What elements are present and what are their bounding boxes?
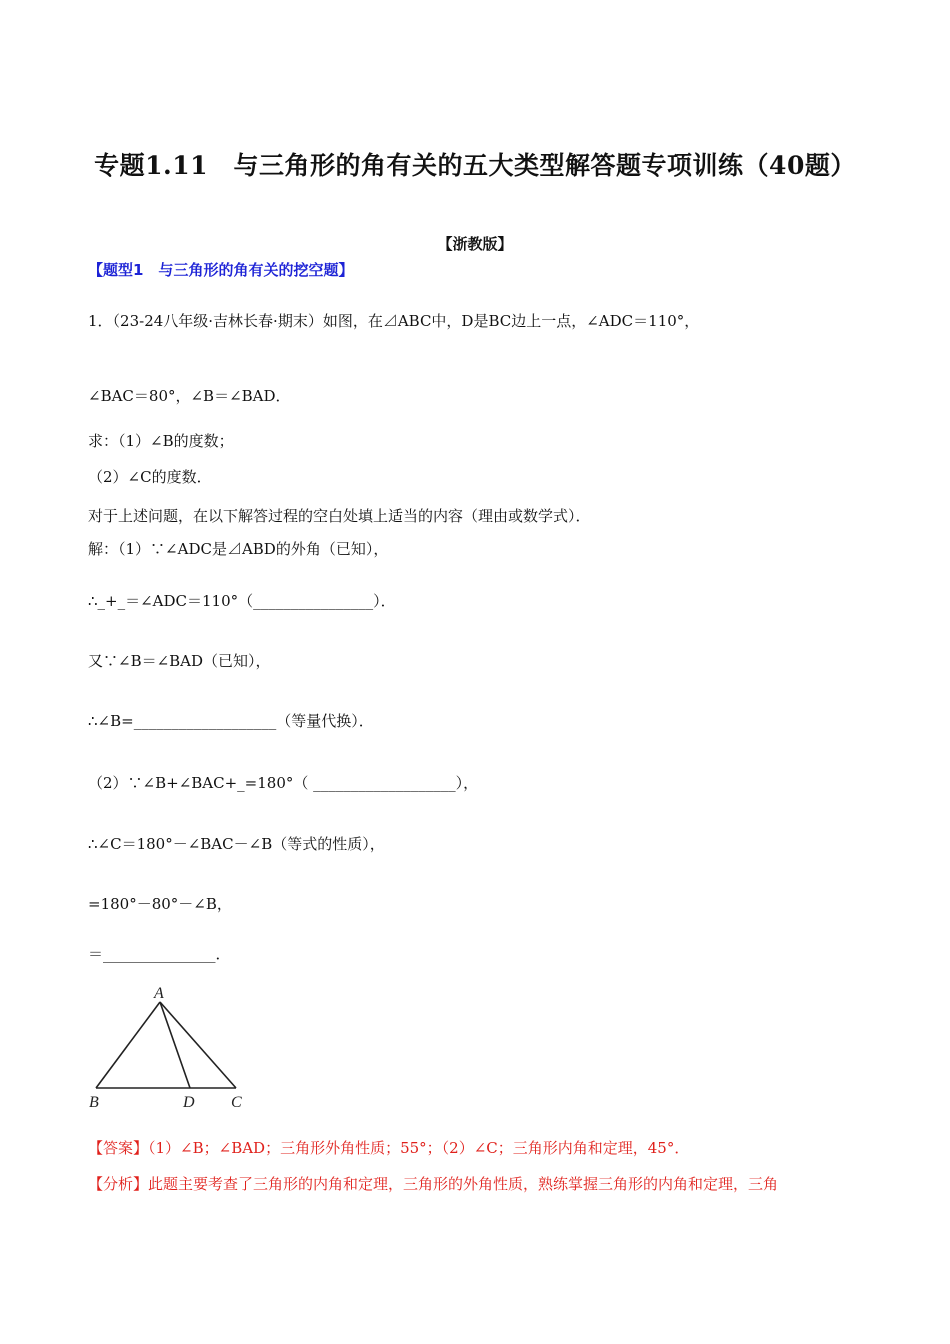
solution-line-1: 解：（1）∵∠ADC是⊿ABD的外角（已知）， (88, 540, 389, 558)
solution-line-5: （2）∵∠B+∠BAC+_=180°（ ___________________）， (88, 774, 479, 792)
page-title: 专题1.11 与三角形的角有关的五大类型解答题专项训练（40题） (94, 151, 856, 180)
answer-line: 【答案】（1）∠B；∠BAD；三角形外角性质；55°；（2）∠C；三角形内角和定理，45°． (88, 1139, 690, 1157)
label-a: A (154, 985, 164, 1002)
section-heading: 【题型1 与三角形的角有关的挖空题】 (88, 261, 354, 279)
solution-line-3: 又∵∠B＝∠BAD（已知）， (88, 652, 271, 670)
side-ac (160, 1002, 236, 1088)
problem-line-5: 对于上述问题，在以下解答过程的空白处填上适当的内容（理由或数学式）． (88, 507, 591, 525)
analysis-line: 【分析】此题主要考查了三角形的内角和定理，三角形的外角性质，熟练掌握三角形的内角和定理，三角 (88, 1175, 779, 1193)
label-c: C (231, 1094, 242, 1111)
label-b: B (89, 1094, 99, 1111)
label-d: D (183, 1094, 195, 1111)
problem-line-1: 1．（23-24八年级·吉林长春·期末）如图，在⊿ABC中，D是BC边上一点，∠ADC＝110°， (88, 312, 700, 330)
problem-line-4: （2）∠C的度数． (88, 468, 212, 486)
side-ab (96, 1002, 160, 1088)
problem-line-3: 求：（1）∠B的度数； (88, 432, 234, 450)
solution-line-4: ∴∠B=___________________（等量代换）． (88, 712, 374, 730)
solution-line-8: ＝_______________． (88, 945, 231, 963)
edition-label: 【浙教版】 (437, 235, 513, 253)
solution-line-7: =180°－80°－∠B， (88, 895, 232, 913)
solution-line-2: ∴_+_＝∠ADC＝110°（________________）． (88, 592, 396, 610)
solution-line-6: ∴∠C＝180°－∠BAC－∠B（等式的性质）， (88, 835, 385, 853)
triangle-figure (86, 980, 256, 1112)
problem-line-2: ∠BAC＝80°，∠B＝∠BAD． (88, 387, 291, 405)
segment-ad (160, 1002, 190, 1088)
